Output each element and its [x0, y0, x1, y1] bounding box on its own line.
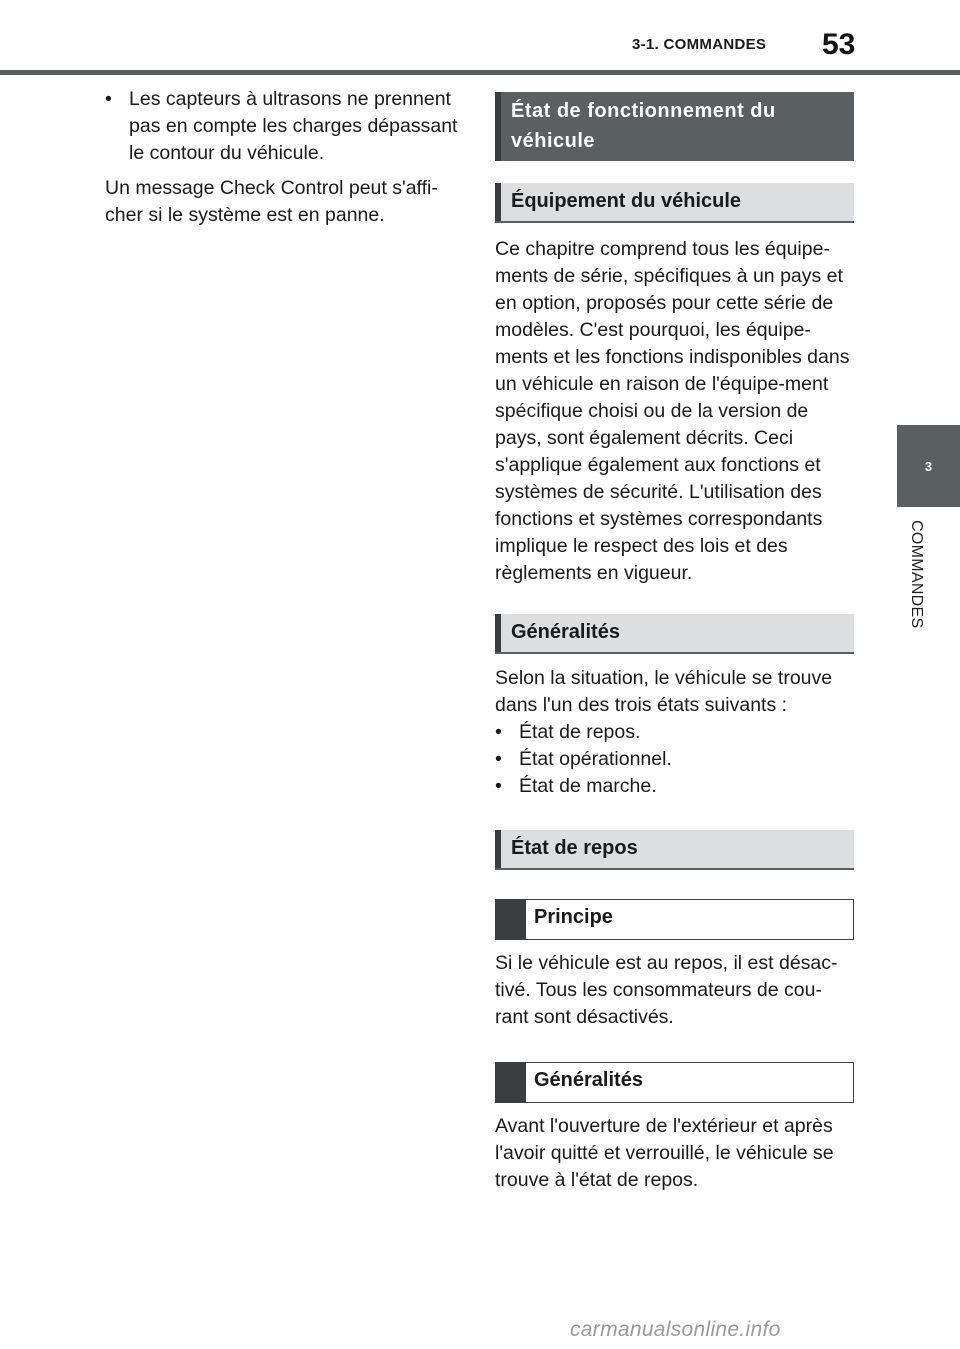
bullet-icon: •: [105, 88, 112, 110]
heading-general: Généralités: [495, 614, 854, 654]
state-item: État de repos.: [519, 721, 641, 743]
list-item: [495, 719, 855, 746]
watermark-text: carmanualsonline.info: [570, 1318, 781, 1341]
paragraph: Un message Check Control peut s'affi-cher si le système est en panne.: [105, 177, 438, 226]
bullet-icon: •: [495, 775, 502, 797]
list-item: [495, 746, 855, 773]
chapter-tab-label: COMMANDES: [908, 520, 925, 629]
page-number: 53: [822, 28, 856, 61]
bullet-icon: •: [495, 721, 502, 743]
paragraph-principle: Si le véhicule est au repos, il est désac-tivé. Tous les consommateurs de cou-rant sont désactivés.: [495, 952, 838, 1028]
paragraph-general-2: Avant l'ouverture de l'extérieur et après l'avoir quitté et verrouillé, le véhicule se trouve à l'état de repos.: [495, 1115, 834, 1191]
heading-equipment: Équipement du véhicule: [495, 183, 854, 223]
heading-operating-state: État de fonctionnement du véhicule: [495, 92, 854, 161]
heading-principle: Principe: [495, 899, 854, 940]
list-item: [105, 86, 465, 167]
bullet-text: Les capteurs à ultrasons ne prennent pas en compte les charges dépassant le contour du véhicule.: [129, 88, 458, 164]
chapter-tab-number: 3: [897, 425, 960, 507]
paragraph-general: Selon la situation, le véhicule se trouve dans l'un des trois états suivants :: [495, 667, 833, 716]
bullet-icon: •: [495, 748, 502, 770]
heading-rest-state: État de repos: [495, 830, 854, 870]
state-item: État opérationnel.: [519, 748, 672, 770]
list-item: [495, 773, 855, 800]
paragraph-equipment: Ce chapitre comprend tous les équipe-ments de série, spécifiques à un pays et en option, proposés pour cette série de modèles. C'est pourquoi, les équipe-ments et les fonctions indisponibles dans un véhicule en raison de l'équipe-ment spécifique choisi ou de la version de pays, sont également décrits. Ceci s'applique également aux fonctions et systèmes de sécurité. L'utilisation des fonctions et systèmes correspondants implique le respect des lois et des règlements en vigueur.: [495, 238, 850, 584]
section-title: 3-1. COMMANDES: [632, 36, 767, 53]
header-rule: [0, 70, 960, 75]
general-section: [495, 665, 855, 800]
state-item: État de marche.: [519, 775, 657, 797]
heading-general-2: Généralités: [495, 1062, 854, 1103]
left-column: [105, 86, 465, 229]
